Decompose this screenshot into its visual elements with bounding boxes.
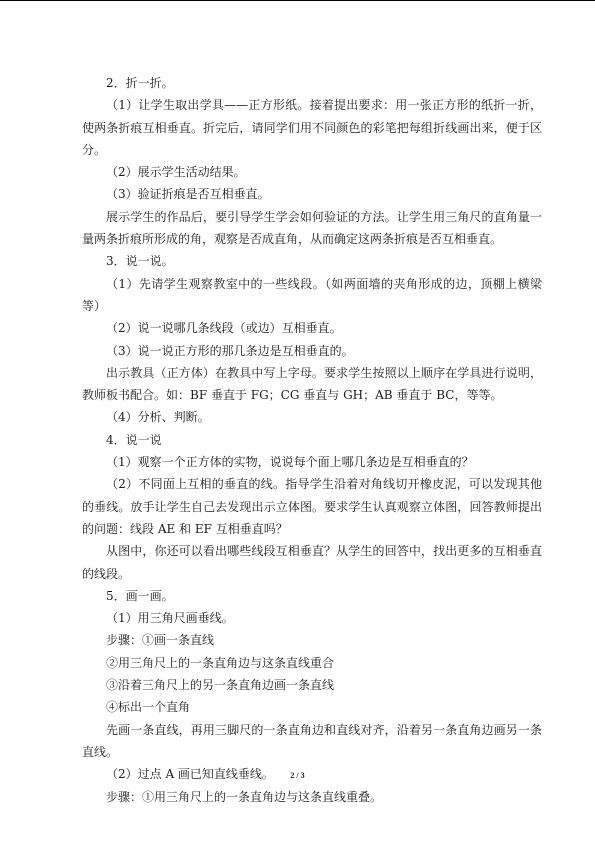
- paragraph: （2）过点 A 画已知直线垂线。: [106, 767, 274, 782]
- paragraph: （1）先请学生观察教室中的一些线段。（如两面墙的夹角形成的边，顶棚上横梁等）: [82, 276, 542, 313]
- page-number: 2 / 3: [290, 771, 305, 780]
- paragraph: （3）验证折痕是否互相垂直。: [106, 187, 270, 202]
- paragraph: （4）分析、判断。: [106, 410, 210, 425]
- paragraph: 2．折一折。: [106, 76, 174, 90]
- paragraph: 先画一条直线，再用三脚尺的一条直角边和直线对齐，沿着另一条直角边画另一条直线。: [82, 722, 542, 759]
- paragraph: ③沿着三角尺上的另一条直角边画一条直线: [106, 678, 335, 693]
- paragraph: （1）观察一个正方体的实物，说说每个面上哪几条边是互相垂直的？: [106, 455, 474, 470]
- paragraph: 步骤：①用三角尺上的一条直角边与这条直线重叠。: [106, 789, 383, 804]
- paragraph: 5．画一画。: [106, 588, 174, 603]
- paragraph: （2）说一说哪几条线段（或边）互相垂直。: [106, 321, 342, 336]
- paragraph: 从图中，你还可以看出哪些线段互相垂直？从学生的回答中，找出更多的互相垂直的线段。: [82, 544, 542, 581]
- paragraph: ②用三角尺上的一条直角边与这条直线重合: [106, 655, 335, 670]
- paragraph: （2）展示学生活动结果。: [106, 165, 246, 180]
- paragraph: 3．说一说。: [106, 254, 174, 269]
- paragraph: （1）让学生取出学具——正方形纸。接着提出要求：用一张正方形的纸折一折，使两条折痕互相垂直。折完后，请同学们用不同颜色的彩笔把每组折线画出来，便于区分。: [82, 98, 542, 157]
- paragraph: （1）用三角尺画垂线。: [106, 611, 234, 626]
- document-body: [82, 72, 542, 808]
- paragraph: 步骤：①画一条直线: [106, 633, 215, 648]
- paragraph: 出示教具（正方体）在教具中写上字母。要求学生按照以上顺序在学具进行说明，教师板书配合。如：BF 垂直于 FG；CG 垂直与 GH；AB 垂直于 BC，等等。: [82, 365, 542, 403]
- paragraph: 4．说一说: [106, 432, 162, 447]
- paragraph: ④标出一个直角: [106, 700, 191, 715]
- paragraph: （2）不同面上互相的垂直的线。指导学生沿着对角线切开橡皮泥，可以发现其他的垂线。放手让学生自己去发现出示立体图。要求学生认真观察立体图，回答教师提出的问题：线段 AE 和 EF 互相垂直吗？: [82, 477, 542, 536]
- header-rule: [0, 0, 595, 1]
- paragraph: 展示学生的作品后，要引导学生学会如何验证的方法。让学生用三角尺的直角量一量两条折痕所形成的角，观察是否成直角，从而确定这两条折痕是否互相垂直。: [82, 209, 542, 247]
- paragraph: （3）说一说正方形的那几条边是互相垂直的。: [106, 343, 354, 358]
